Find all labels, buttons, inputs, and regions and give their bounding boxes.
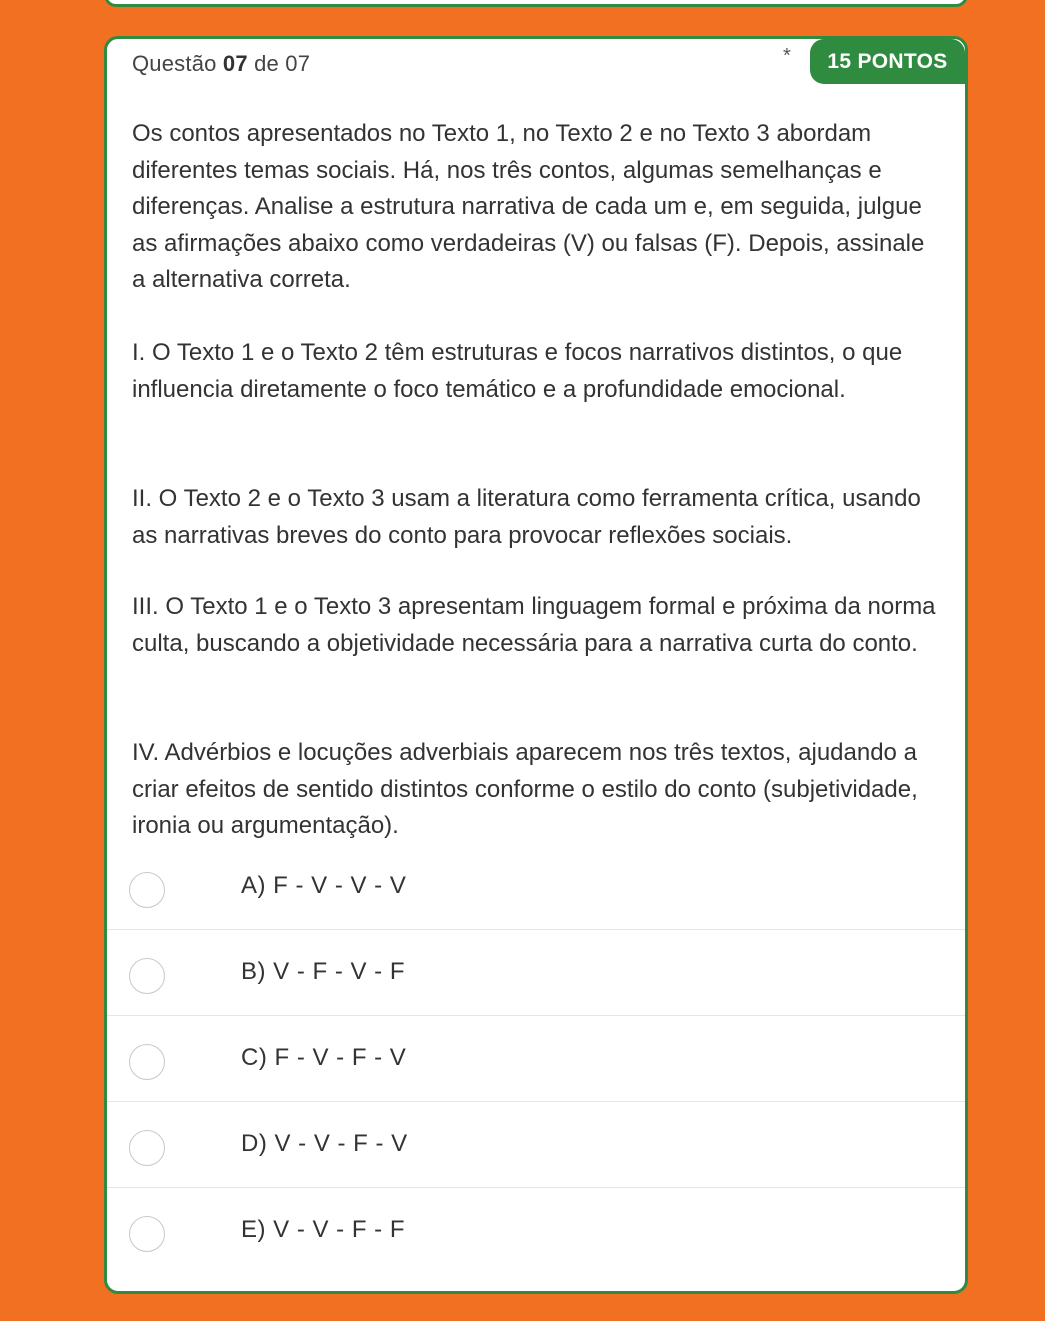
answer-options	[107, 844, 965, 1273]
radio-circle-icon[interactable]	[129, 958, 165, 994]
previous-question-card	[104, 0, 968, 7]
option-e-label: E) V - V - F - F	[241, 1216, 405, 1243]
option-a-label: A) F - V - V - V	[241, 872, 407, 899]
option-b[interactable]	[107, 930, 965, 1016]
question-total: de 07	[254, 51, 311, 76]
radio-circle-icon[interactable]	[129, 1216, 165, 1252]
statement-iv: IV. Advérbios e locuções adverbiais aparecem nos três textos, ajudando a criar efeitos de sentido distintos conforme o estilo do conto (subjetividade, ironia ou argumentação).	[132, 739, 918, 840]
radio-circle-icon[interactable]	[129, 1044, 165, 1080]
question-counter	[132, 51, 310, 77]
statement-i: I. O Texto 1 e o Texto 2 têm estruturas e focos narrativos distintos, o que influencia diretamente o foco temático e a profundidade emocional.	[132, 339, 903, 403]
option-c[interactable]	[107, 1016, 965, 1102]
points-badge: 15 PONTOS	[810, 39, 965, 84]
question-label: Questão	[132, 51, 217, 76]
option-a[interactable]	[107, 844, 965, 930]
option-e[interactable]	[107, 1188, 965, 1273]
required-asterisk: *	[783, 45, 791, 67]
question-prompt: Os contos apresentados no Texto 1, no Texto 2 e no Texto 3 abordam diferentes temas sociais. Há, nos três contos, algumas semelhanças e diferenças. Analise a estrutura narrativa de cada um e, em seguida, julgue as afirmações abaixo como verdadeiras (V) ou falsas (F). Depois, assinale a alternativa correta.	[132, 120, 925, 294]
radio-circle-icon[interactable]	[129, 872, 165, 908]
option-b-label: B) V - F - V - F	[241, 958, 405, 985]
statement-ii: II. O Texto 2 e o Texto 3 usam a literatura como ferramenta crítica, usando as narrativas breves do conto para provocar reflexões sociais.	[132, 485, 921, 549]
option-d[interactable]	[107, 1102, 965, 1188]
radio-circle-icon[interactable]	[129, 1130, 165, 1166]
option-d-label: D) V - V - F - V	[241, 1130, 408, 1157]
question-number: 07	[222, 51, 248, 76]
statement-iii: III. O Texto 1 e o Texto 3 apresentam linguagem formal e próxima da norma culta, buscando a objetividade necessária para a narrativa curta do conto.	[132, 593, 936, 657]
question-card	[104, 36, 968, 1294]
option-c-label: C) F - V - F - V	[241, 1044, 407, 1071]
